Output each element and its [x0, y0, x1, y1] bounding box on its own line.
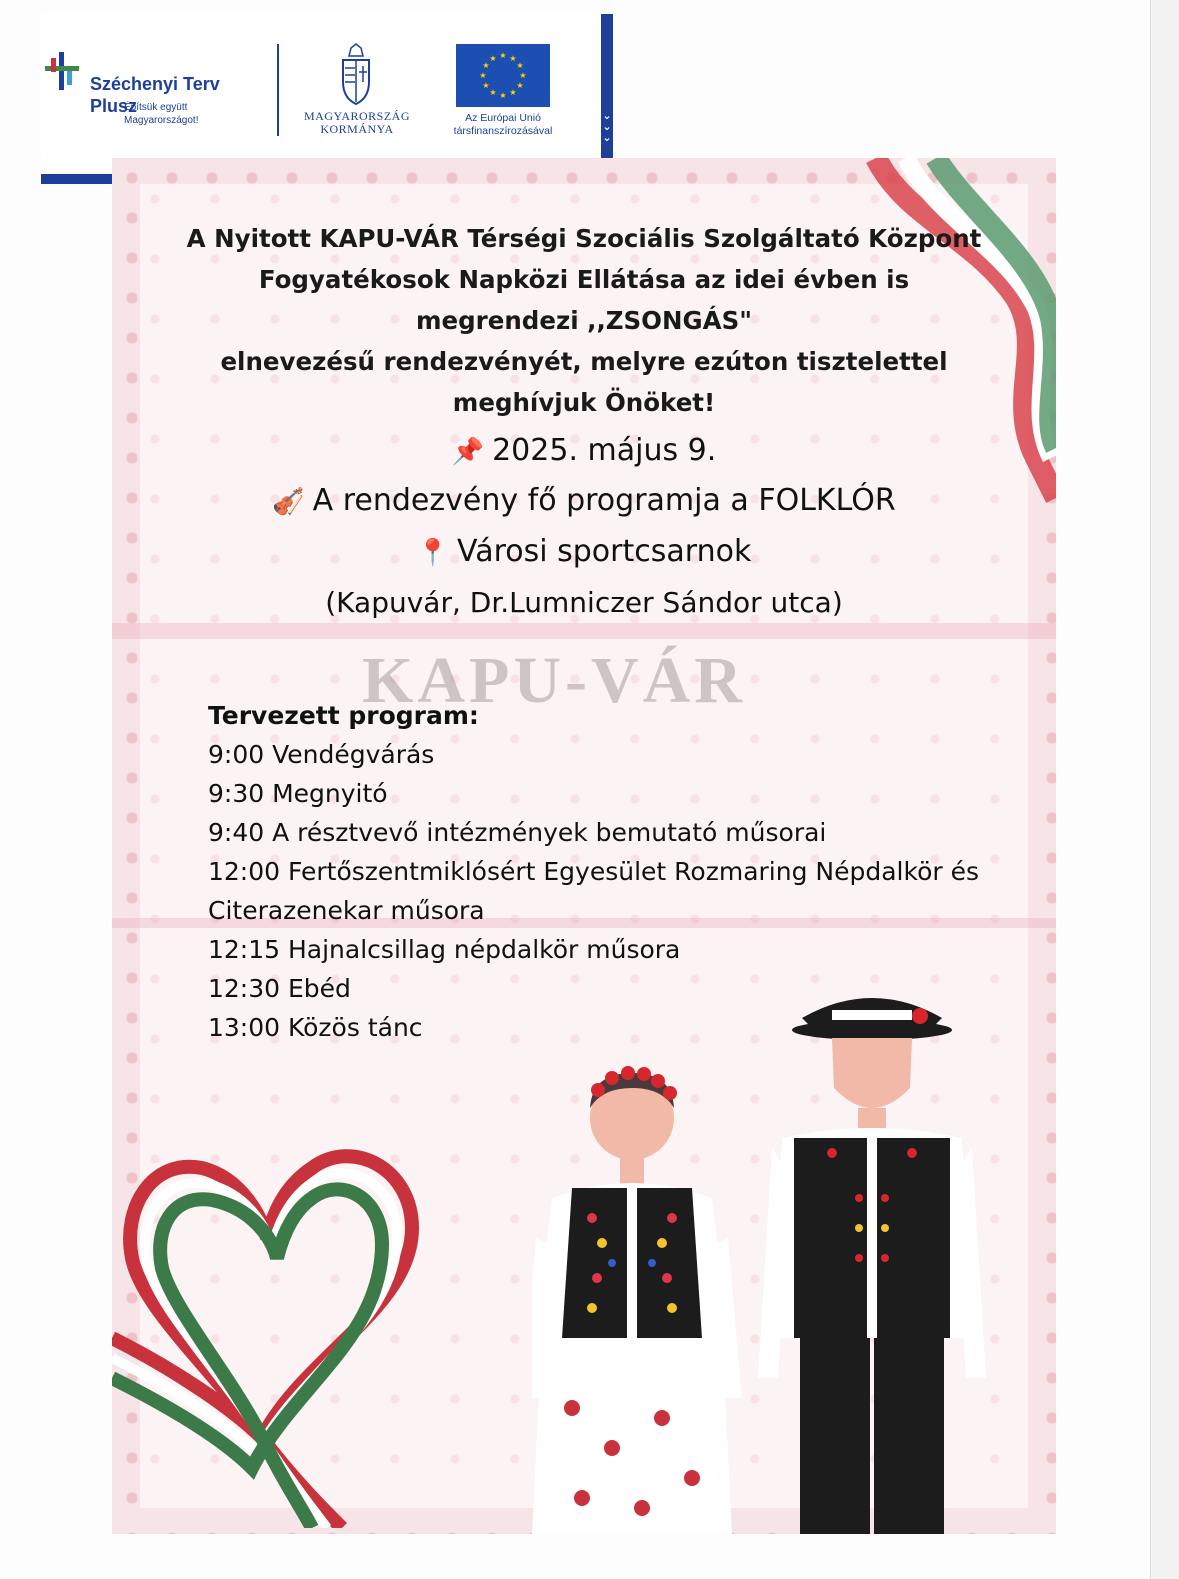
szechenyi-slogan: Építsük együtt Magyarországot! — [124, 102, 199, 126]
logo-divider — [277, 44, 279, 136]
svg-text:★: ★ — [499, 51, 507, 60]
invitation-line: elnevezésű rendezvényét, melyre ezúton tisztelettel — [220, 347, 948, 376]
venue: Városi sportcsarnok — [457, 534, 752, 569]
svg-text:★: ★ — [509, 88, 517, 97]
program-item: 9:00 Vendégvárás — [208, 740, 435, 769]
main-program-line — [112, 483, 1056, 518]
event-poster — [112, 158, 1056, 1534]
violin-icon: 🎻 — [272, 487, 305, 517]
svg-text:★: ★ — [516, 61, 524, 70]
pushpin-icon: 📌 — [451, 437, 485, 467]
svg-text:★: ★ — [516, 81, 524, 90]
program-item: 12:30 Ebéd — [208, 974, 351, 1003]
venue-address: (Kapuvár, Dr.Lumniczer Sándor utca) — [325, 586, 843, 619]
szechenyi-plus: Plusz — [90, 96, 138, 116]
svg-text:★: ★ — [482, 61, 490, 70]
hungarian-crest-icon — [339, 42, 373, 106]
program-item: 13:00 Közös tánc — [208, 1013, 423, 1042]
program-item: 12:00 Fertőszentmiklósért Egyesület Rozmaring Népdalkör és — [208, 857, 979, 886]
folk-couple-illustration — [532, 978, 1032, 1534]
event-date: 2025. május 9. — [492, 433, 717, 468]
svg-text:★: ★ — [509, 54, 517, 63]
program-item: 9:40 A résztvevő intézmények bemutató műsorai — [208, 818, 827, 847]
szechenyi-cross-icon — [45, 52, 79, 90]
hungarian-government-label: MAGYARORSZÁG KORMÁNYA — [303, 109, 410, 136]
invitation-text — [112, 218, 1056, 423]
program-item: 9:30 Megnyitó — [208, 779, 388, 808]
main-program: A rendezvény fő programja a FOLKLÓR — [312, 483, 896, 518]
program-item: Citerazenekar műsora — [208, 896, 485, 925]
tricolor-heart-icon — [112, 1108, 472, 1528]
svg-text:★: ★ — [489, 54, 497, 63]
decorative-band — [112, 623, 1056, 639]
invitation-line: Fogyatékosok Napközi Ellátása az idei évben is — [258, 265, 910, 294]
invitation-line: megrendezi ,,ZSONGÁS" — [415, 306, 752, 335]
event-date-line — [112, 433, 1056, 468]
invitation-line: A Nyitott KAPU-VÁR Térségi Szociális Szolgáltató Központ — [186, 224, 982, 253]
svg-text:★: ★ — [482, 81, 490, 90]
location-pin-icon: 📍 — [416, 538, 450, 568]
eu-cofinancing-label: Az Európai Unió társfinanszírozásával — [453, 112, 553, 137]
woman-figure — [532, 1066, 742, 1534]
svg-text:★: ★ — [479, 71, 487, 80]
svg-text:★: ★ — [499, 91, 507, 100]
chevron-down-icon: ⌄ ⌄ ⌄ — [602, 109, 612, 144]
kapuvar-watermark: KAPU-VÁR — [362, 644, 746, 717]
eu-flag-icon — [456, 44, 550, 107]
man-figure — [758, 998, 986, 1534]
invitation-line: meghívjuk Önöket! — [452, 388, 716, 417]
program-title: Tervezett program: — [208, 701, 479, 730]
svg-text:★: ★ — [489, 88, 497, 97]
program-item: 12:15 Hajnalcsillag népdalkör műsora — [208, 935, 681, 964]
svg-text:★: ★ — [519, 71, 527, 80]
venue-line — [112, 534, 1056, 569]
szechenyi-title: Széchenyi Terv — [90, 74, 220, 94]
